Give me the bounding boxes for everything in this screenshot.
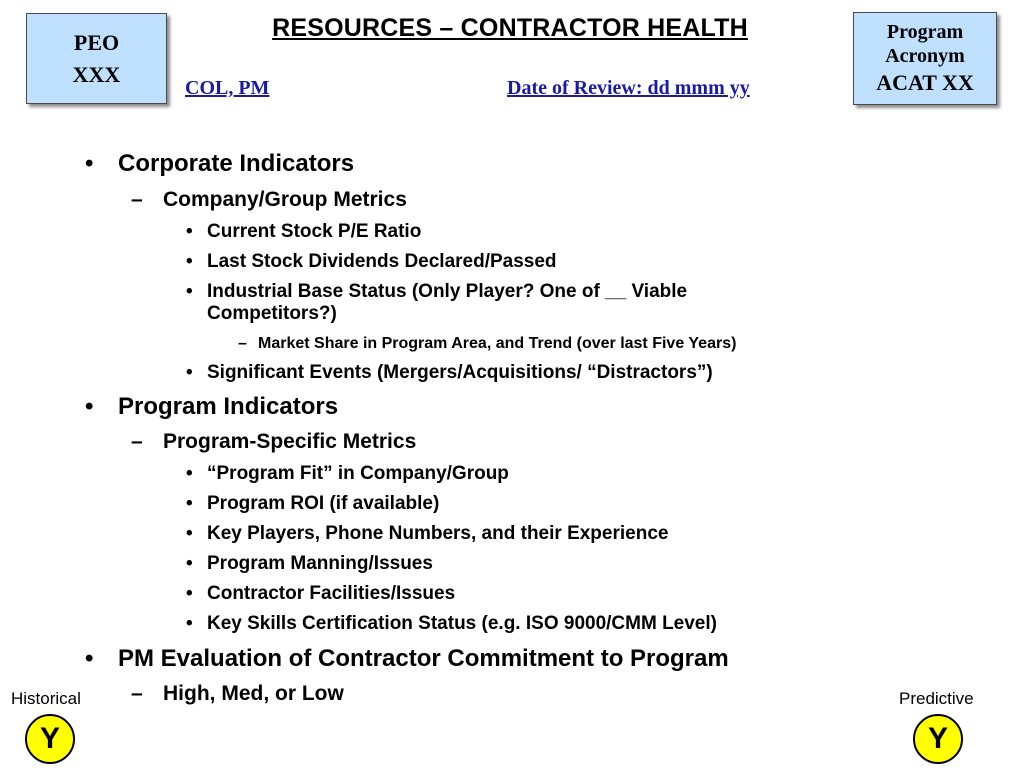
historical-rating-indicator: Y	[25, 714, 75, 764]
list-item-program-fit	[186, 463, 509, 485]
list-item-program-manning	[186, 553, 433, 575]
dash-marker: –	[131, 430, 143, 453]
dash-marker: –	[131, 188, 143, 211]
list-item-program-roi	[186, 493, 440, 515]
list-item-label: Last Stock Dividends Declared/Passed	[207, 251, 557, 272]
list-item-label: Corporate Indicators	[118, 150, 355, 177]
historical-label: Historical	[11, 689, 81, 708]
list-item-significant-events	[186, 362, 713, 384]
list-item-stock-pe	[186, 221, 422, 243]
list-item-label: High, Med, or Low	[163, 682, 344, 705]
list-item-label: Program Indicators	[118, 393, 339, 420]
list-item-label: Industrial Base Status (Only Player? One of __ Viable	[207, 281, 688, 302]
dash-marker: –	[131, 682, 143, 705]
acat-label: ACAT XX	[876, 69, 974, 95]
list-item-label: Program-Specific Metrics	[163, 430, 417, 453]
list-item-label: Market Share in Program Area, and Trend (over last Five Years)	[258, 335, 737, 352]
program-label: Program	[886, 20, 964, 43]
peo-label: PEO	[73, 29, 120, 55]
list-item-industrial-base	[186, 281, 688, 325]
bullet-marker: •	[85, 393, 94, 420]
list-item-key-skills	[186, 613, 717, 635]
list-item-label-continued: Competitors?)	[207, 303, 337, 324]
list-item-contractor-facilities	[186, 583, 456, 605]
peo-box	[26, 13, 167, 104]
bullet-marker: •	[186, 281, 193, 302]
col-pm-link[interactable]: COL, PM	[185, 77, 270, 99]
list-item-label: Contractor Facilities/Issues	[207, 583, 456, 604]
list-item-label: Program ROI (if available)	[207, 493, 440, 514]
review-date-link[interactable]: Date of Review: dd mmm yy	[507, 77, 750, 99]
page-title: RESOURCES – CONTRACTOR HEALTH	[272, 14, 748, 42]
list-item-pm-evaluation	[85, 645, 729, 673]
list-item-label: Company/Group Metrics	[163, 188, 407, 211]
list-item-dividends	[186, 251, 557, 273]
bullet-marker: •	[186, 523, 193, 544]
list-item-company-group-metrics	[131, 187, 407, 213]
predictive-rating-indicator: Y	[913, 714, 963, 764]
list-item-label: Program Manning/Issues	[207, 553, 433, 574]
list-item-market-share	[238, 334, 737, 354]
bullet-marker: •	[85, 150, 94, 177]
list-item-label: Significant Events (Mergers/Acquisitions/ “Distractors”)	[207, 362, 713, 383]
list-item-key-players	[186, 523, 669, 545]
program-box	[853, 12, 997, 105]
bullet-marker: •	[186, 362, 193, 383]
bullet-marker: •	[186, 221, 193, 242]
predictive-label: Predictive	[899, 689, 974, 708]
bullet-marker: •	[186, 583, 193, 604]
dash-marker: –	[238, 335, 247, 352]
list-item-label: PM Evaluation of Contractor Commitment to Program	[118, 645, 729, 672]
list-item-high-med-low	[131, 681, 344, 707]
bullet-marker: •	[186, 463, 193, 484]
bullet-marker: •	[85, 645, 94, 672]
acronym-label: Acronym	[885, 44, 965, 67]
list-item-program-specific-metrics	[131, 429, 417, 455]
bullet-marker: •	[186, 251, 193, 272]
list-item-label: Key Players, Phone Numbers, and their Experience	[207, 523, 669, 544]
list-item-corporate-indicators	[85, 150, 355, 178]
peo-code: XXX	[72, 61, 121, 87]
list-item-label: Key Skills Certification Status (e.g. ISO 9000/CMM Level)	[207, 613, 717, 634]
bullet-marker: •	[186, 493, 193, 514]
bullet-marker: •	[186, 613, 193, 634]
list-item-program-indicators	[85, 393, 339, 421]
list-item-label: “Program Fit” in Company/Group	[207, 463, 509, 484]
bullet-marker: •	[186, 553, 193, 574]
list-item-label: Current Stock P/E Ratio	[207, 221, 422, 242]
